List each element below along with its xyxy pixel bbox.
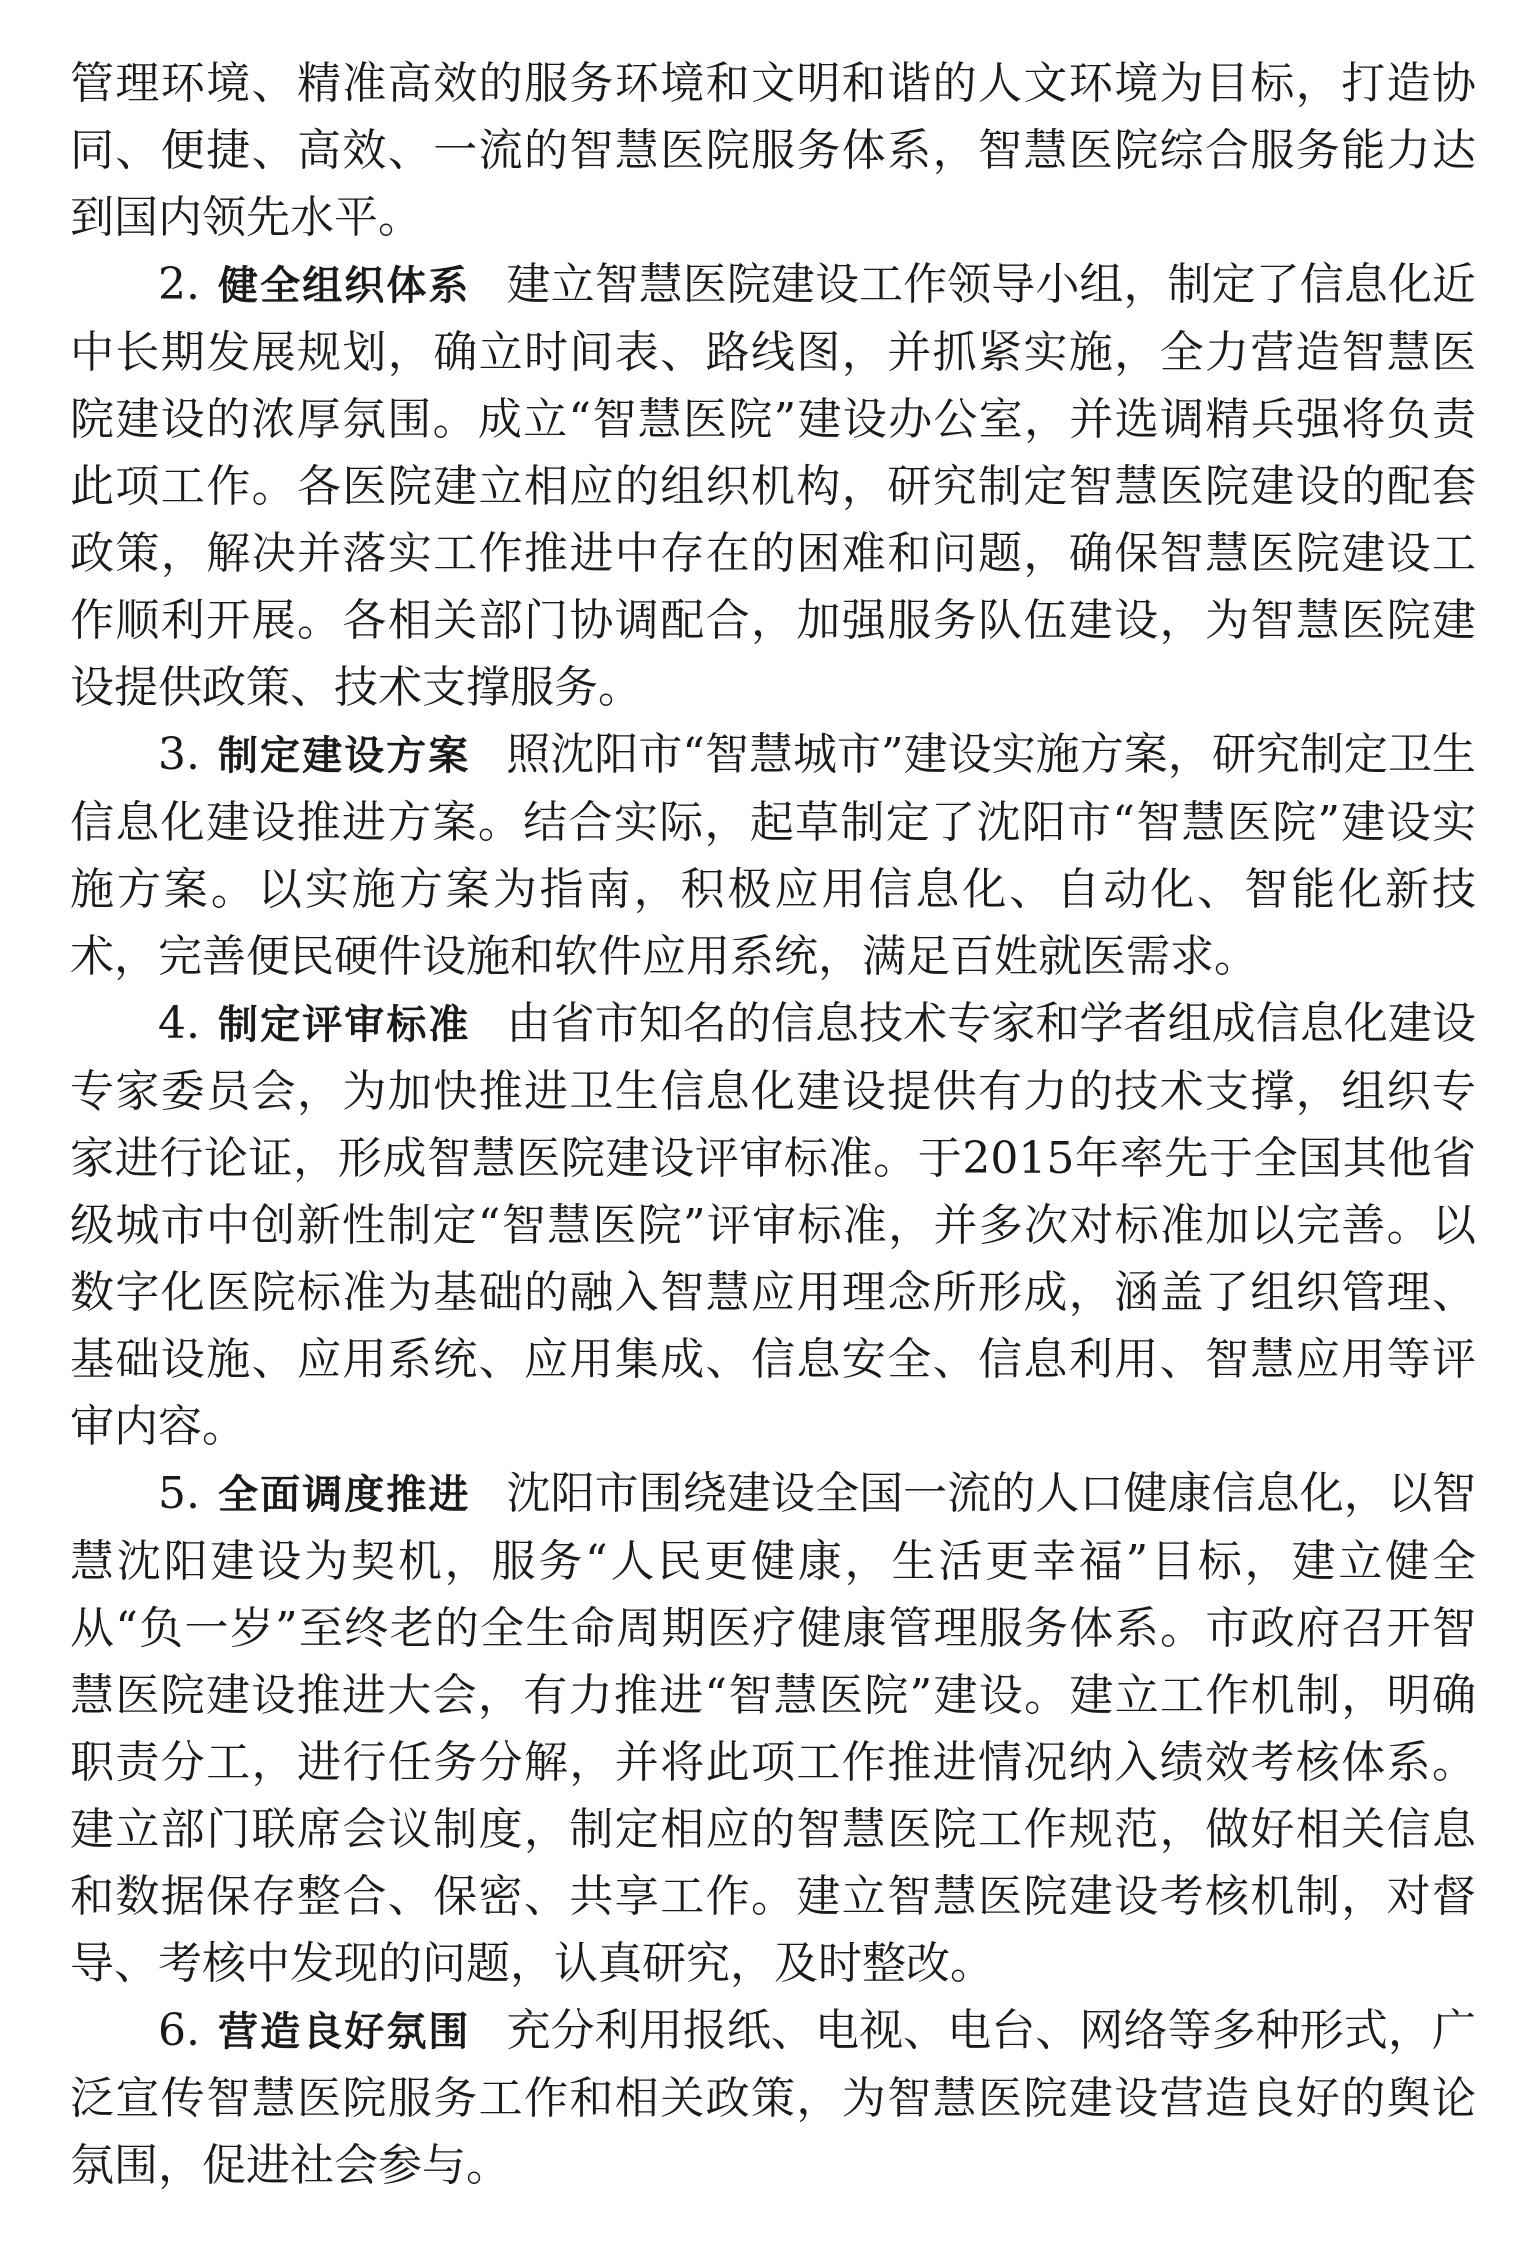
section-paragraph-2	[70, 251, 1476, 721]
section-body: 照沈阳市“智慧城市”建设实施方案，研究制定卫生信息化建设推进方案。结合实际，起草制定了沈阳市“智慧医院”建设实施方案。以实施方案为指南，积极应用信息化、自动化、智能化新技术，完善便民硬件设施和软件应用系统，满足百姓就医需求。	[70, 729, 1476, 982]
section-paragraph-4	[70, 990, 1476, 1460]
section-body: 沈阳市围绕建设全国一流的人口健康信息化，以智慧沈阳建设为契机，服务“人民更健康，生活更幸福”目标，建立健全从“负一岁”至终老的全生命周期医疗健康管理服务体系。市政府召开智慧医院建设推进大会，有力推进“智慧医院”建设。建立工作机制，明确职责分工，进行任务分解，并将此项工作推进情况纳入绩效考核体系。建立部门联席会议制度，制定相应的智慧医院工作规范，做好相关信息和数据保存整合、保密、共享工作。建立智慧医院建设考核机制，对督导、考核中发现的问题，认真研究，及时整改。	[70, 1468, 1477, 1989]
section-heading: 健全组织体系	[217, 262, 471, 309]
section-body: 建立智慧医院建设工作领导小组，制定了信息化近中长期发展规划，确立时间表、路线图，并抓紧实施，全力营造智慧医院建设的浓厚氛围。成立“智慧医院”建设办公室，并选调精兵强将负责此项工作。各医院建立相应的组织机构，研究制定智慧医院建设的配套政策，解决并落实工作推进中存在的困难和问题，确保智慧医院建设工作顺利开展。各相关部门协调配合，加强服务队伍建设，为智慧医院建设提供政策、技术支撑服务。	[70, 259, 1477, 713]
section-body: 充分利用报纸、电视、电台、网络等多种形式，广泛宣传智慧医院服务工作和相关政策，为智慧医院建设营造良好的舆论氛围，促进社会参与。	[70, 2005, 1477, 2191]
section-paragraph-3	[70, 721, 1476, 990]
section-heading: 营造良好氛围	[217, 2008, 471, 2055]
section-paragraph-5	[70, 1460, 1476, 1997]
intro-paragraph: 管理环境、精准高效的服务环境和文明和谐的人文环境为目标，打造协同、便捷、高效、一流的智慧医院服务体系，智慧医院综合服务能力达到国内领先水平。	[70, 58, 1476, 243]
section-number: 6.	[158, 2005, 200, 2056]
section-heading: 全面调度推进	[217, 1471, 471, 1518]
document-page	[70, 50, 1476, 2199]
section-number: 4.	[158, 998, 200, 1049]
section-number: 3.	[158, 729, 200, 780]
section-body: 由省市知名的信息技术专家和学者组成信息化建设专家委员会，为加快推进卫生信息化建设提供有力的技术支撑，组织专家进行论证，形成智慧医院建设评审标准。于2015年率先于全国其他省级城市中创新性制定“智慧医院”评审标准，并多次对标准加以完善。以数字化医院标准为基础的融入智慧应用理念所形成，涵盖了组织管理、基础设施、应用系统、应用集成、信息安全、信息利用、智慧应用等评审内容。	[70, 998, 1477, 1452]
section-number: 5.	[158, 1468, 200, 1519]
section-heading: 制定评审标准	[217, 1001, 471, 1048]
section-number: 2.	[158, 259, 200, 310]
section-heading: 制定建设方案	[217, 732, 471, 779]
section-paragraph-6	[70, 1997, 1476, 2199]
